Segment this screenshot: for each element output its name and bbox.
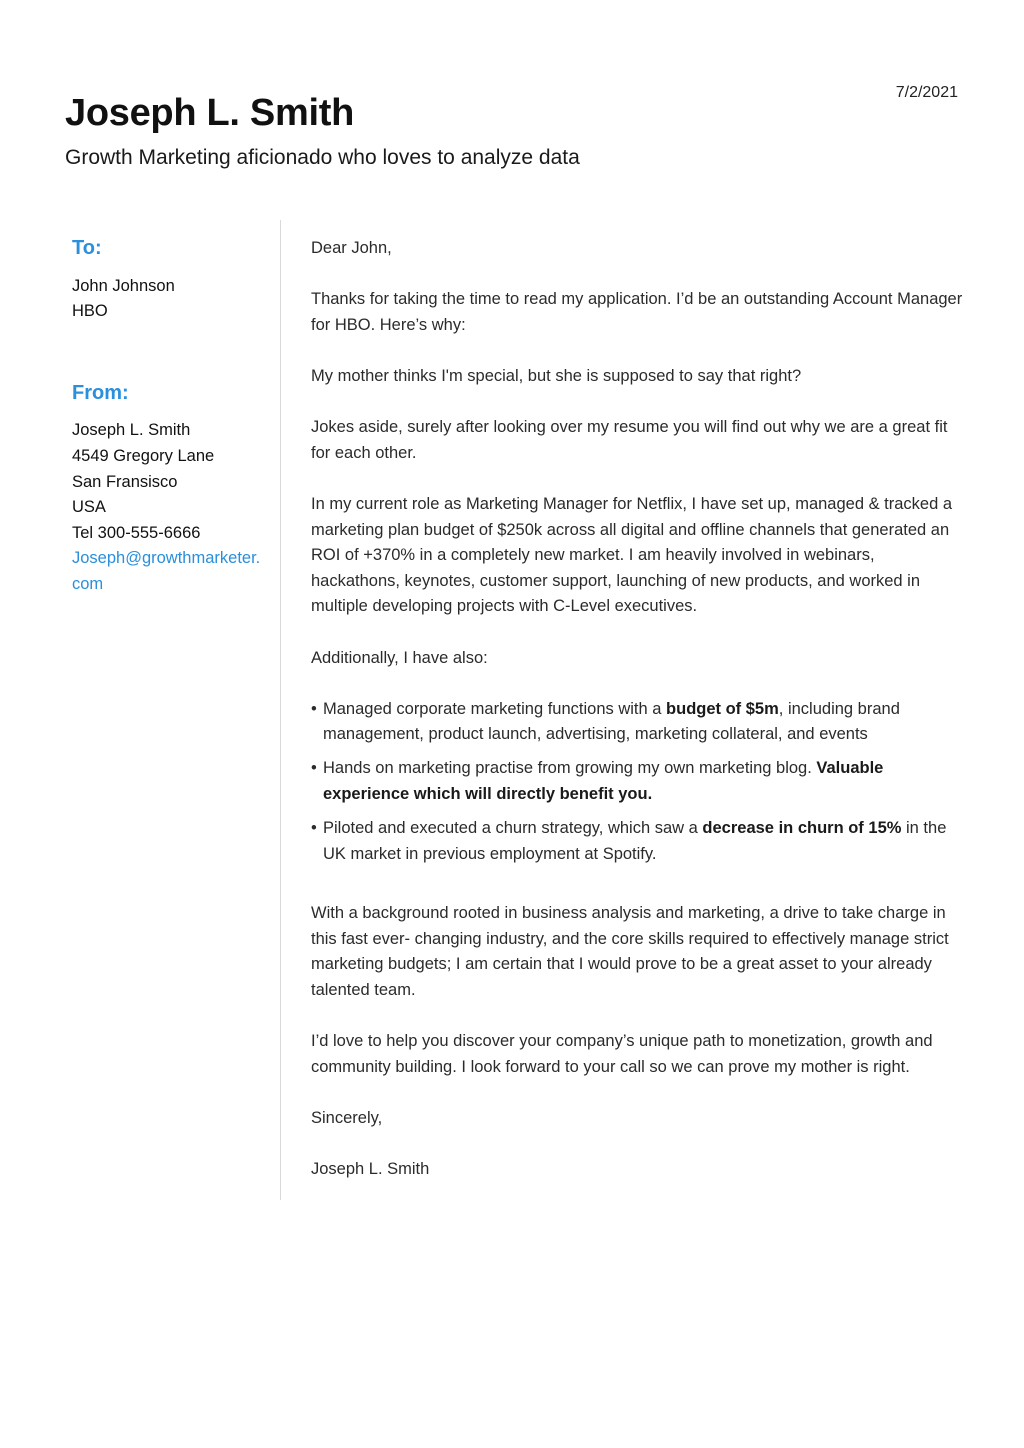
recipient-name: John Johnson bbox=[72, 276, 175, 295]
salutation: Dear John, bbox=[311, 239, 392, 257]
paragraph-fit: Jokes aside, surely after looking over my resume you will find out why we are a great fit for each other. bbox=[311, 418, 948, 462]
highlight-text: budget of $5m bbox=[666, 699, 779, 718]
letter-date: 7/2/2021 bbox=[895, 84, 958, 101]
paragraph-current-role: In my current role as Marketing Manager for Netflix, I have set up, managed & tracked a marketing plan budget of $250k across all digital and offline channels that generated an ROI of +370% in a completely new market. I am heavily involved in webinars, hackathons, keynotes, customer support, launching of new products, and worked in multiple developing projects with C-Level executives. bbox=[311, 494, 953, 616]
highlight-text: Valuable experience which will directly benefit you. bbox=[323, 759, 884, 803]
recipient-block bbox=[72, 236, 268, 325]
address-sidebar bbox=[72, 236, 268, 598]
applicant-name: Joseph L. Smith bbox=[65, 92, 354, 134]
from-heading: From: bbox=[72, 381, 129, 404]
list-item: • Hands on marketing practise from growing my own marketing blog. Valuable experience which will directly benefit you. bbox=[311, 756, 963, 807]
letter-body bbox=[311, 236, 963, 1208]
paragraph-intro: Thanks for taking the time to read my application. I’d be an outstanding Account Manager for HBO. Here’s why: bbox=[311, 290, 963, 334]
sender-phone: Tel 300-555-6666 bbox=[72, 523, 201, 542]
sender-city: San Fransisco bbox=[72, 472, 178, 491]
list-item: • Managed corporate marketing functions with a budget of $5m, including brand management, product launch, advertising, marketing collateral, and events bbox=[311, 697, 963, 748]
sender-street: 4549 Gregory Lane bbox=[72, 446, 215, 465]
paragraph-additionally: Additionally, I have also: bbox=[311, 648, 488, 667]
applicant-tagline: Growth Marketing aficionado who loves to analyze data bbox=[65, 146, 580, 169]
sender-country: USA bbox=[72, 498, 106, 517]
recipient-company: HBO bbox=[72, 302, 108, 321]
achievements-list bbox=[311, 697, 963, 868]
sender-email-link[interactable]: Joseph@growthmarketer.com bbox=[72, 549, 261, 593]
highlight-text: decrease in churn of 15% bbox=[702, 819, 902, 838]
sender-name: Joseph L. Smith bbox=[72, 421, 191, 440]
signature: Joseph L. Smith bbox=[311, 1160, 430, 1179]
column-divider bbox=[280, 220, 281, 1200]
sender-block bbox=[72, 381, 268, 598]
closing: Sincerely, bbox=[311, 1109, 383, 1127]
to-heading: To: bbox=[72, 237, 102, 259]
paragraph-background: With a background rooted in business analysis and marketing, a drive to take charge in this fast ever- changing industry, and the core skills required to effectively manage strict marketing budgets; I am certain that I would prove to be a great asset to your already talented team. bbox=[311, 904, 949, 1000]
paragraph-closing-pitch: I’d love to help you discover your company’s unique path to monetization, growth and community building. I look forward to your call so we can prove my mother is right. bbox=[311, 1032, 933, 1076]
list-item: • Piloted and executed a churn strategy, which saw a decrease in churn of 15% in the UK market in previous employment at Spotify. bbox=[311, 816, 963, 867]
paragraph-joke: My mother thinks I'm special, but she is supposed to say that right? bbox=[311, 366, 802, 385]
